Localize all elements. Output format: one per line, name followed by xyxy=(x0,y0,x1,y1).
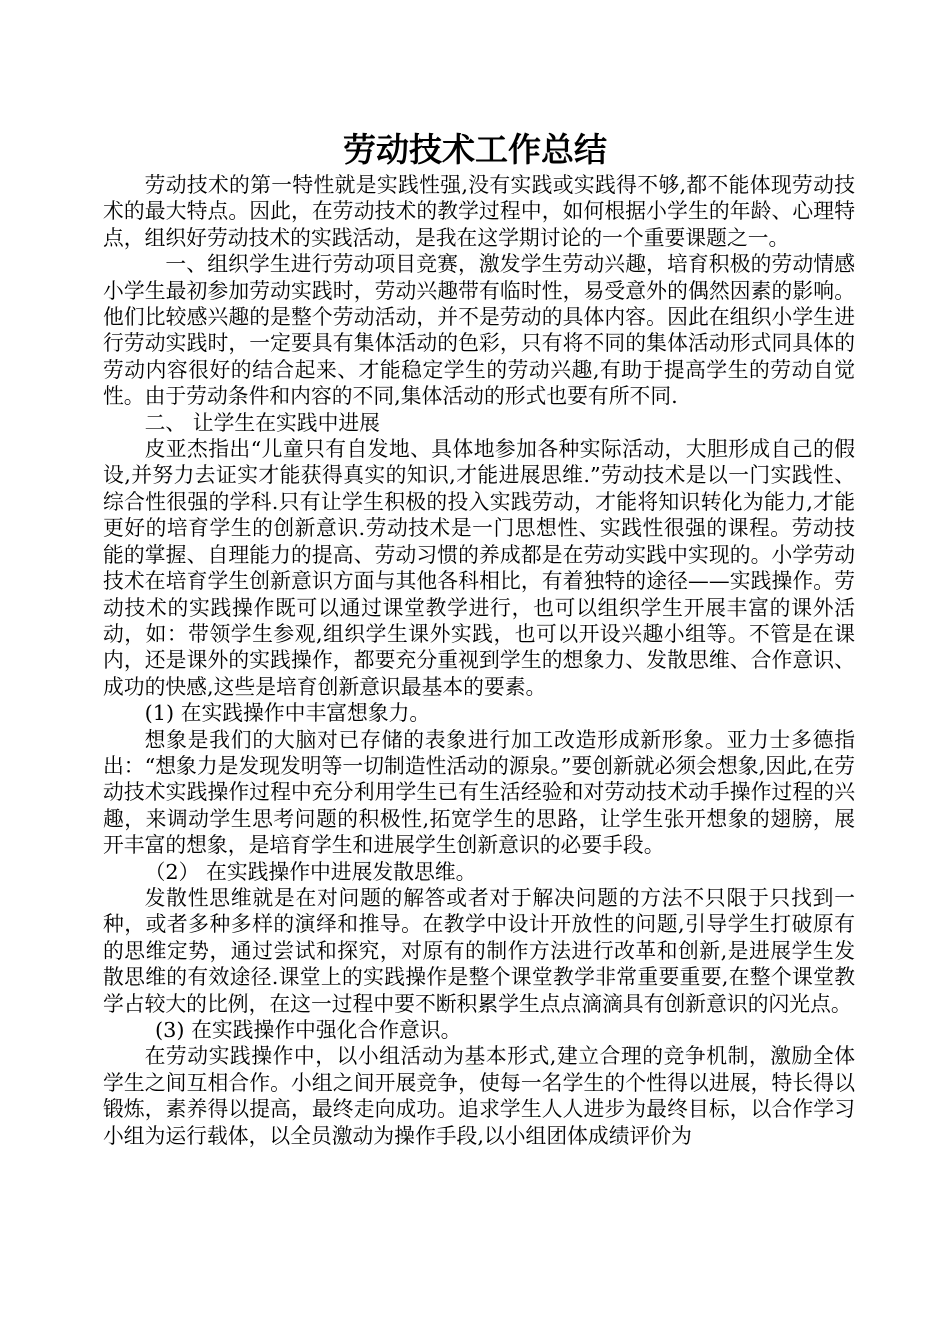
heading-item-2: （2） 在实践操作中进展发散思维。 xyxy=(144,859,477,884)
paragraph-imagination: 想象是我们的大脑对已存储的表象进行加工改造形成新形象。亚力士多德指出：“想象力是发现发明等一切制造性活动的源泉。”要创新就必须会想象,因此,在劳动技术实践操作过程中充分利用学生已有生活经验和对劳动技术动手操作过程的兴趣，来调动学生思考问题的积极性,拓宽学生的思路，让学生张开想象的翅膀，展开丰富的想象，是培育学生和进展学生创新意识的必要手段。 xyxy=(103,727,855,858)
document-body xyxy=(103,172,855,1149)
heading-section-two: 二、 让学生在实践中进展 xyxy=(144,410,380,435)
paragraph-section-one: 一、组织学生进行劳动项目竞赛，激发学生劳动兴趣，培育积极的劳动情感小学生最初参加劳动实践时，劳动兴趣带有临时性，易受意外的偶然因素的影响。他们比较感兴趣的是整个劳动活动，并不是劳动的具体内容。因此在组织小学生进行劳动实践时，一定要具有集体活动的色彩，只有将不同的集体活动形式同具体的劳动内容很好的结合起来、才能稳定学生的劳动兴趣,有助于提高学生的劳动自觉性。由于劳动条件和内容的不同,集体活动的形式也要有所不同. xyxy=(103,252,855,409)
paragraph-cooperation: 在劳动实践操作中，以小组活动为基本形式,建立合理的竞争机制，激励全体学生之间互相合作。小组之间开展竞争，使每一名学生的个性得以进展，特长得以锻炼，素养得以提高，最终走向成功。追求学生人人进步为最终目标，以合作学习小组为运行载体，以全员激动为操作手段,以小组团体成绩评价为 xyxy=(103,1044,855,1148)
document-title: 劳动技术工作总结 xyxy=(343,130,607,169)
heading-item-1: (1) 在实践操作中丰富想象力。 xyxy=(144,701,431,726)
heading-item-3: (3) 在实践操作中强化合作意识。 xyxy=(155,1018,462,1042)
paragraph-divergent-thinking: 发散性思维就是在对问题的解答或者对于解决问题的方法不只限于只找到一种，或者多种多样的演绎和推导。在教学中设计开放性的问题,引导学生打破原有的思维定势，通过尝试和探究，对原有的制作方法进行改革和创新,是进展学生发散思维的有效途径.课堂上的实践操作是整个课堂教学非常重要重要,在整个课堂教学占较大的比例，在这一过程中要不断积累学生点点滴滴具有创新意识的闪光点。 xyxy=(103,885,855,1016)
paragraph-piaget: 皮亚杰指出“儿童只有自发地、具体地参加各种实际活动，大胆形成自己的假设,并努力去证实才能获得真实的知识,才能进展思维.”劳动技术是以一门实践性、综合性很强的学科.只有让学生积极的投入实践劳动，才能将知识转化为能力,才能更好的培育学生的创新意识.劳动技术是一门思想性、实践性很强的课程。劳动技能的掌握、自理能力的提高、劳动习惯的养成都是在劳动实践中实现的。小学劳动技术在培育学生创新意识方面与其他各科相比，有着独特的途径——实践操作。劳动技术的实践操作既可以通过课堂教学进行，也可以组织学生开展丰富的课外活动，如：带领学生参观,组织学生课外实践，也可以开设兴趣小组等。不管是在课内，还是课外的实践操作，都要充分重视到学生的想象力、发散思维、合作意识、成功的快感,这些是培育创新意识最基本的要素。 xyxy=(103,437,855,699)
paragraph-intro: 劳动技术的第一特性就是实践性强,没有实践或实践得不够,都不能体现劳动技术的最大特点。因此，在劳动技术的教学过程中，如何根据小学生的年龄、心理特点，组织好劳动技术的实践活动，是我在这学期讨论的一个重要课题之一。 xyxy=(103,173,855,250)
